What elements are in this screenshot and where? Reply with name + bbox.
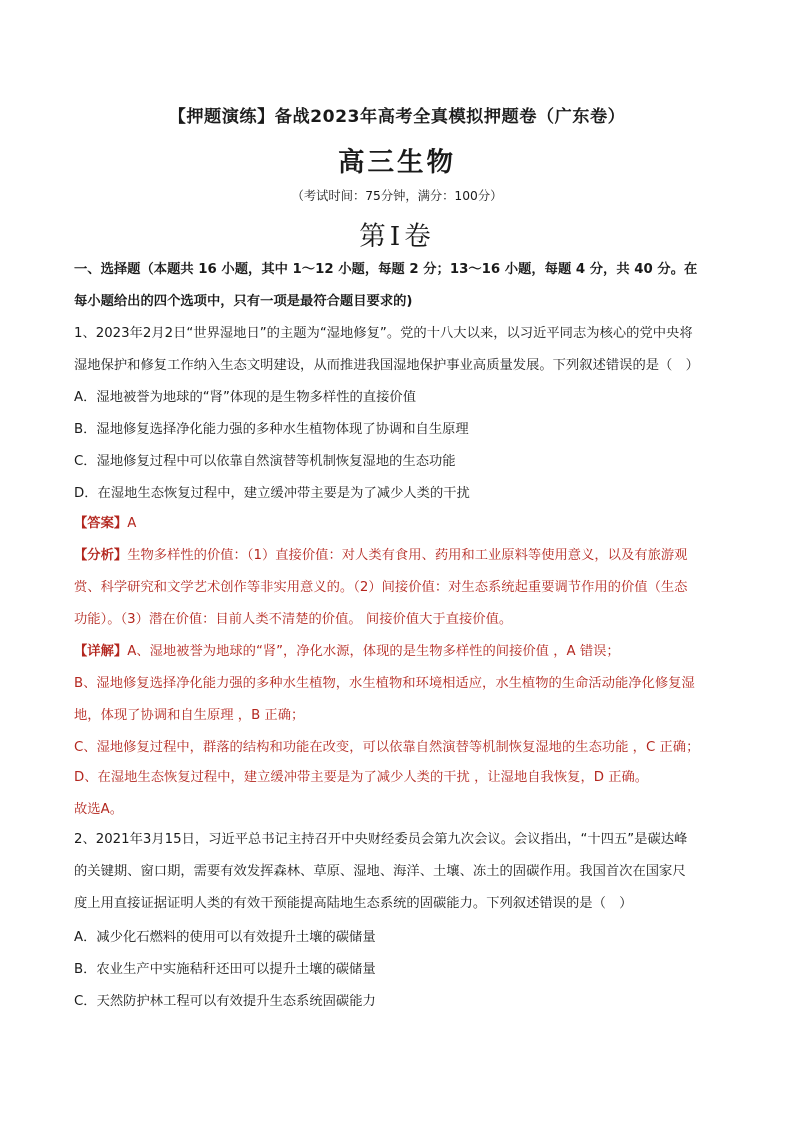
- q1-option-a: A．湿地被誉为地球的“肾”体现的是生物多样性的直接价值: [74, 390, 416, 405]
- q1-option-b: B．湿地修复选择净化能力强的多种水生植物体现了协调和自生原理: [74, 422, 469, 437]
- exam-info: （考试时间：75分钟，满分：100分）: [291, 189, 503, 203]
- analysis-tag: 【分析】: [74, 548, 128, 563]
- q2-option-b: B．农业生产中实施秸秆还田可以提升土壤的碳储量: [74, 962, 376, 977]
- detail-a-text: A、湿地被誉为地球的“肾”，净化水源，体现的是生物多样性的间接价值 ，A 错误；: [127, 644, 620, 659]
- q1-detail-b-line1: B、湿地修复选择净化能力强的多种水生植物，水生植物和环境相适应，水生植物的生命活动能净化修复湿: [74, 676, 695, 691]
- section-instructions-line2: 每小题给出的四个选项中，只有一项是最符合题目要求的): [74, 294, 413, 309]
- analysis-text: 生物多样性的价值：（1）直接价值：对人类有食用、药用和工业原料等使用意义，以及有旅游观: [127, 548, 688, 563]
- q2-option-a: A．减少化石燃料的使用可以有效提升土壤的碳储量: [74, 930, 376, 945]
- q1-detail-c: C、湿地修复过程中，群落的结构和功能在改变，可以依靠自然演替等机制恢复湿地的生态功能 ，C 正确；: [74, 740, 700, 755]
- q1-detail-b-line2: 地，体现了协调和自生原理 ，B 正确；: [74, 708, 305, 723]
- answer-value: A: [127, 516, 137, 531]
- q2-stem-line2: 的关键期、窗口期，需要有效发挥森林、草原、湿地、海洋、土壤、冻土的固碳作用。我国首次在国家尺: [74, 864, 686, 879]
- q1-stem-line2: 湿地保护和修复工作纳入生态文明建设，从而推进我国湿地保护事业高质量发展。下列叙述错误的是（ ）: [74, 358, 699, 373]
- q1-analysis-line1: [74, 546, 687, 566]
- paper-title: 【押题演练】备战2023年高考全真模拟押题卷（广东卷）: [168, 107, 626, 127]
- q1-detail-d: D、在湿地生态恢复过程中，建立缓冲带主要是为了减少人类的干扰 ，让湿地自我恢复，D 正确。: [74, 770, 649, 785]
- q1-answer-line: [74, 514, 136, 534]
- q2-stem-line1: 2、2021年3月15日，习近平总书记主持召开中央财经委员会第九次会议。会议指出，“十四五”是碳达峰: [74, 832, 688, 847]
- q1-conclusion: 故选A。: [74, 802, 123, 817]
- answer-tag: 【答案】: [74, 516, 128, 531]
- volume-heading: 第Ⅰ卷: [359, 221, 435, 252]
- section-instructions-line1: 一、选择题（本题共 16 小题，其中 1～12 小题，每题 2 分；13～16 小题，每题 4 分，共 40 分。在: [74, 262, 698, 277]
- q1-analysis-line2: 赏、科学研究和文学艺术创作等非实用意义的。（2）间接价值：对生态系统起重要调节作用的价值（生态: [74, 580, 688, 595]
- q2-option-c: C．天然防护林工程可以有效提升生态系统固碳能力: [74, 994, 376, 1009]
- q1-stem-line1: 1、2023年2月2日“世界湿地日”的主题为“湿地修复”。党的十八大以来，以习近平同志为核心的党中央将: [74, 326, 693, 341]
- subject-heading: 高三生物: [337, 147, 457, 178]
- detail-tag: 【详解】: [74, 644, 128, 659]
- q2-stem-line3: 度上用直接证据证明人类的有效干预能提高陆地生态系统的固碳能力。下列叙述错误的是（ ）: [74, 896, 633, 911]
- q1-detail-a: [74, 642, 620, 662]
- q1-analysis-line3: 功能）。（3）潜在价值：目前人类不清楚的价值。 间接价值大于直接价值。: [74, 612, 513, 627]
- q1-option-c: C．湿地修复过程中可以依靠自然演替等机制恢复湿地的生态功能: [74, 454, 456, 469]
- q1-option-d: D．在湿地生态恢复过程中，建立缓冲带主要是为了减少人类的干扰: [74, 486, 470, 501]
